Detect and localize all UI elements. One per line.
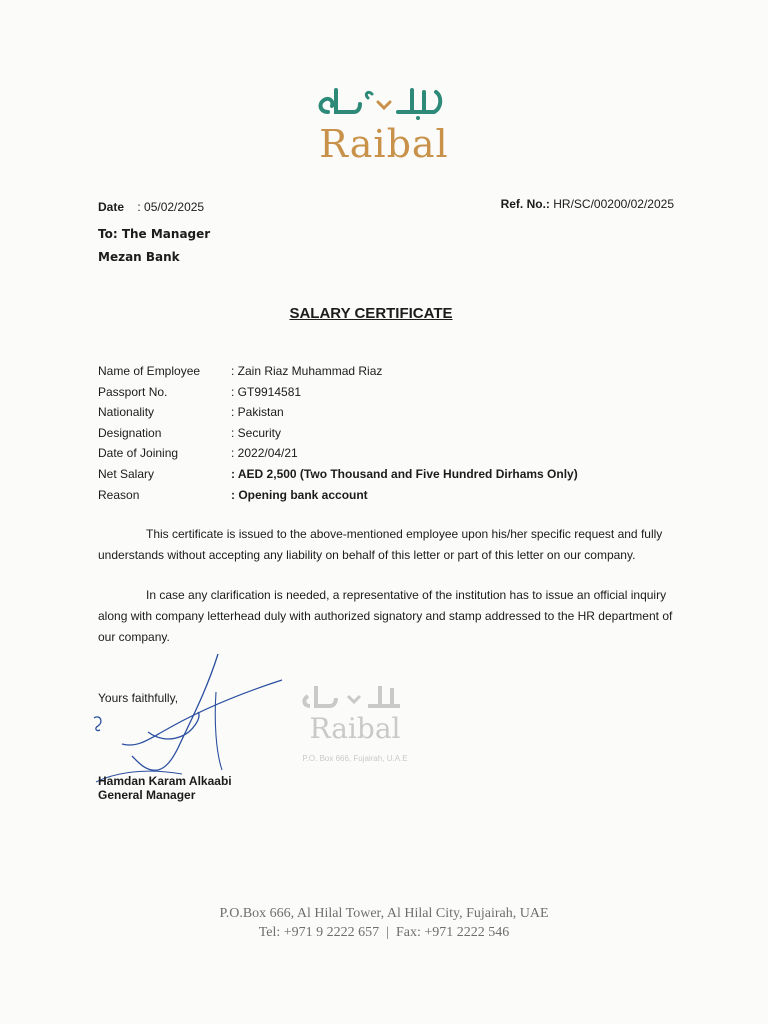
detail-value: : Pakistan xyxy=(231,405,284,419)
body-paragraph-2 xyxy=(98,585,688,648)
detail-value: : 2022/04/21 xyxy=(231,446,298,460)
detail-label: Nationality xyxy=(98,405,155,419)
detail-label: Date of Joining xyxy=(98,446,179,460)
footer-contact: Tel: +971 9 2222 657 | Fax: +971 2222 546 xyxy=(258,925,510,940)
date-label: Date xyxy=(98,200,125,214)
detail-label: Reason xyxy=(98,488,140,502)
detail-label: Designation xyxy=(98,426,162,440)
signatory-title: General Manager xyxy=(98,788,196,802)
paragraph-text: In case any clarification is needed, a representative of the institution has to issue an official inquiry along with company letterhead duly with authorized signatory and stamp addressed to the HR department of our company. xyxy=(98,588,673,644)
company-stamp xyxy=(280,678,430,778)
detail-value: : Security xyxy=(231,426,282,440)
recipient-line: To: The Manager xyxy=(98,227,211,241)
detail-label: Passport No. xyxy=(98,385,168,399)
detail-label: Net Salary xyxy=(98,467,155,481)
recipient-bank: Mezan Bank xyxy=(98,250,180,264)
date-line xyxy=(98,200,204,214)
footer-address: P.O.Box 666, Al Hilal Tower, Al Hilal City, Fujairah, UAE xyxy=(219,906,549,921)
detail-value: : GT9914581 xyxy=(231,385,302,399)
reference-line xyxy=(501,197,674,211)
company-logo xyxy=(0,82,768,127)
detail-value: : Opening bank account xyxy=(231,488,368,502)
paragraph-text: This certificate is issued to the above-mentioned employee upon his/her specific request and fully understands without accepting any liability on behalf of this letter or part of this letter on our company. xyxy=(98,527,663,562)
stamp-arabic-mark xyxy=(300,680,410,714)
detail-value: : AED 2,500 (Two Thousand and Five Hundred Dirhams Only) xyxy=(231,467,578,481)
date-value: : 05/02/2025 xyxy=(137,200,205,214)
logo-wordmark: Raibal xyxy=(319,122,449,166)
stamp-address: P.O. Box 666, Fujairah, U.A.E xyxy=(302,754,408,763)
stamp-wordmark: Raibal xyxy=(309,712,401,745)
detail-label: Name of Employee xyxy=(98,364,201,378)
detail-value: : Zain Riaz Muhammad Riaz xyxy=(231,364,383,378)
document-title: SALARY CERTIFICATE xyxy=(289,305,453,322)
logo-arabic-mark xyxy=(314,82,454,122)
salutation: Yours faithfully, xyxy=(98,691,179,705)
ref-label: Ref. No.: xyxy=(500,197,550,211)
body-paragraph-1 xyxy=(98,524,688,566)
signatory-name: Hamdan Karam Alkaabi xyxy=(98,774,232,788)
ref-value: HR/SC/00200/02/2025 xyxy=(553,197,674,211)
